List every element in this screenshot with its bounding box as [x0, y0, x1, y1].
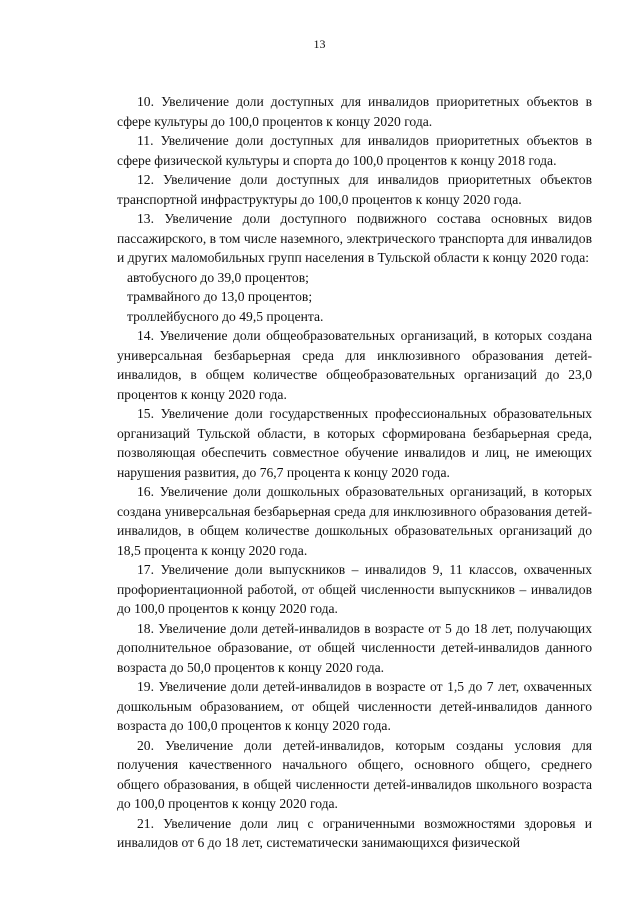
paragraph: 19. Увеличение доли детей-инвалидов в возрасте от 1,5 до 7 лет, охваченных дошкольным образованием, от общей численности детей-инвалидов данного возраста до 100,0 процентов к концу 2020 года.	[117, 679, 592, 733]
paragraph: 15. Увеличение доли государственных профессиональных образовательных организаций Тульской области, в которых сформирована безбарьерная среда, позволяющая обеспечить совместное обучение инвалидов и лиц, не имеющих нарушения развития, до 76,7 процента к концу 2020 года.	[117, 406, 592, 480]
paragraph: 13. Увеличение доли доступного подвижного состава основных видов пассажирского, в том числе наземного, электрического транспорта для инвалидов и других маломобильных групп населения в Тульской области к концу 2020 года:	[117, 211, 592, 265]
document-body	[117, 92, 592, 853]
paragraph: 11. Увеличение доли доступных для инвалидов приоритетных объектов в сфере физической культуры и спорта до 100,0 процентов к концу 2018 года.	[117, 133, 592, 168]
page-number: 13	[313, 37, 326, 51]
list-item: троллейбусного до 49,5 процента.	[127, 308, 324, 324]
paragraph: 20. Увеличение доли детей-инвалидов, которым созданы условия для получения качественного начального общего, основного общего, среднего общего образования, в общей численности детей-инвалидов школьного возраста до 100,0 процентов к концу 2020 года.	[117, 737, 592, 811]
paragraph: 18. Увеличение доли детей-инвалидов в возрасте от 5 до 18 лет, получающих дополнительное образование, от общей численности детей-инвалидов данного возраста до 50,0 процентов к концу 2020 года.	[117, 620, 592, 675]
paragraph: 12. Увеличение доли доступных для инвалидов приоритетных объектов транспортной инфраструктуры до 100,0 процентов к концу 2020 года.	[117, 172, 592, 207]
list-item: трамвайного до 13,0 процентов;	[127, 289, 313, 304]
paragraph: 14. Увеличение доли общеобразовательных организаций, в которых создана универсальная безбарьерная среда для инклюзивного образования детей-инвалидов, в общем количестве общеобразовательных организаций до 23,0 процентов к концу 2020 года.	[117, 328, 592, 402]
list-item: автобусного до 39,0 процентов;	[127, 269, 309, 285]
paragraph: 16. Увеличение доли дошкольных образовательных организаций, в которых создана универсальная безбарьерная среда для инклюзивного образования детей-инвалидов, в общем количестве дошкольных образовательных организаций до 18,5 процента к концу 2020 года.	[117, 484, 592, 558]
paragraph: 21. Увеличение доли лиц с ограниченными возможностями здоровья и инвалидов от 6 до 18 лет, систематически занимающихся физической	[117, 815, 592, 850]
paragraph: 10. Увеличение доли доступных для инвалидов приоритетных объектов в сфере культуры до 100,0 процентов к концу 2020 года.	[117, 94, 592, 129]
paragraph: 17. Увеличение доли выпускников – инвалидов 9, 11 классов, охваченных профориентационной работой, от общей численности выпускников – инвалидов до 100,0 процентов к концу 2020 года.	[117, 562, 592, 616]
